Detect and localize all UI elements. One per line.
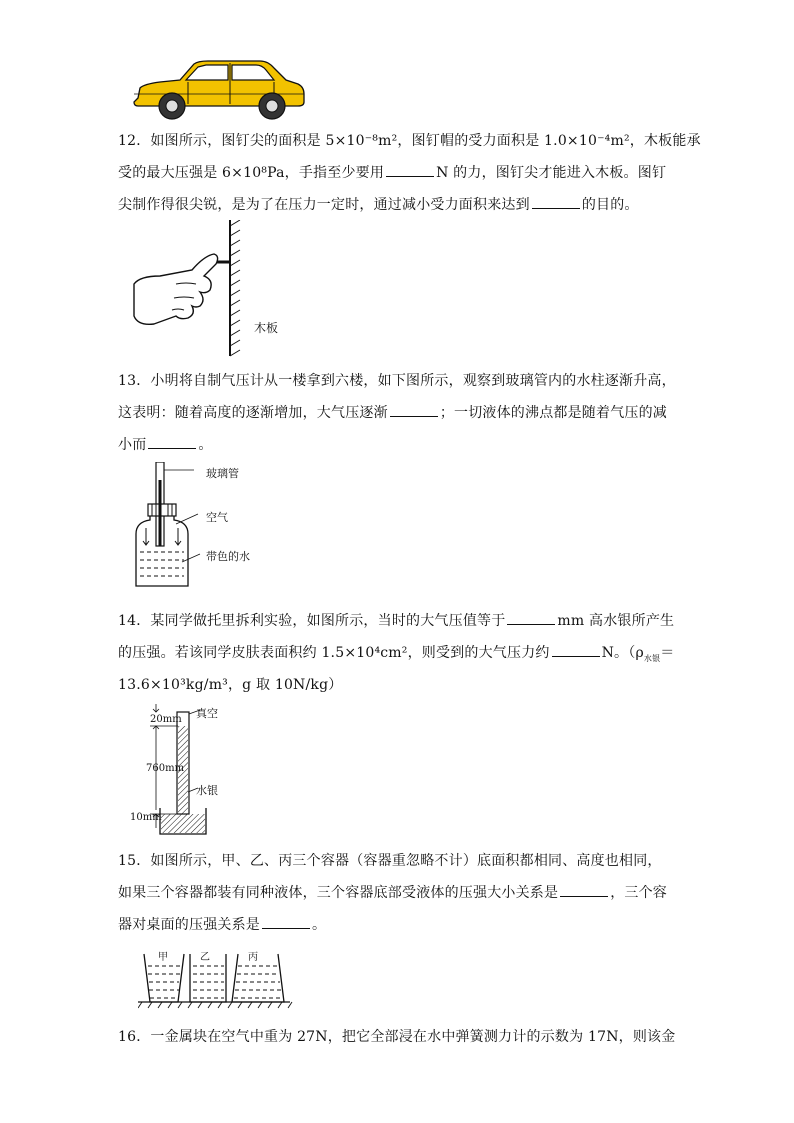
q12-line-2 <box>118 162 666 182</box>
q13-air-label: 空气 <box>206 511 228 524</box>
q13-glass-tube-label: 玻璃管 <box>206 467 239 480</box>
q14-line-2 <box>118 642 675 664</box>
q16-line-1: 16．一金属块在空气中重为 27N，把它全部浸在水中弹簧测力计的示数为 17N，则该金 <box>118 1029 676 1045</box>
q13-line-3-text-b: 。 <box>198 437 213 453</box>
q12-line-1: 12．如图所示，图钉尖的面积是 5×10⁻⁸m²，图钉帽的受力面积是 1.0×10⁻⁴m²，木板能承 <box>118 133 701 149</box>
q13-line-2 <box>118 402 667 422</box>
q14-line-2-text-b: N。（ρ <box>601 645 644 661</box>
q14-line-3: 13.6×10³kg/m³，g 取 10N/kg） <box>118 677 343 693</box>
q14-760mm-label: 760mm <box>146 763 185 774</box>
q13-answer-blank-1[interactable] <box>390 404 438 417</box>
q15-line-2 <box>118 882 667 902</box>
q13-colored-water-label: 带色的水 <box>206 550 250 563</box>
q12-answer-blank-2[interactable] <box>532 196 580 209</box>
q14-line-1 <box>118 610 674 630</box>
q13-line-3-text-a: 小而 <box>118 437 147 453</box>
q13-line-1: 13．小明将自制气压计从一楼拿到六楼，如下图所示，观察到玻璃管内的水柱逐渐升高， <box>118 373 676 389</box>
q13-line-2-text-b: ；一切液体的沸点都是随着气压的减 <box>439 405 668 421</box>
q14-10mm-label: 10mm <box>130 812 162 823</box>
q12-answer-blank-1[interactable] <box>386 164 434 177</box>
q15-line-3 <box>118 914 326 934</box>
q14-line-1-text-b: mm 高水银所产生 <box>557 613 675 629</box>
q15-line-3-text-b: 。 <box>312 917 327 933</box>
q12-line-3-text-b: 的目的。 <box>581 197 639 213</box>
q15-answer-blank-2[interactable] <box>262 916 310 929</box>
q14-mercury-label: 水银 <box>196 784 218 797</box>
q12-thumbtack-figure <box>130 220 260 360</box>
q15-answer-blank-1[interactable] <box>560 884 608 897</box>
q13-line-3 <box>118 434 213 454</box>
q15-line-3-text-a: 器对桌面的压强关系是 <box>118 917 260 933</box>
q14-vacuum-label: 真空 <box>196 707 218 720</box>
q14-line-2-text-c: ＝ <box>660 645 675 661</box>
q12-line-2-text-a: 受的最大压强是 6×10⁸Pa，手指至少要用 <box>118 165 385 181</box>
q14-line-2-text-a: 的压强。若该同学皮肤表面积约 1.5×10⁴cm²，则受到的大气压力约 <box>118 645 550 661</box>
q12-line-3-text-a: 尖制作得很尖锐，是为了在压力一定时，通过减小受力面积来达到 <box>118 197 530 213</box>
q14-rho-subscript: 水银 <box>643 653 661 663</box>
q15-line-1: 15．如图所示，甲、乙、丙三个容器（容器重忽略不计）底面积都相同、高度也相同， <box>118 853 662 869</box>
q14-answer-blank-1[interactable] <box>507 612 555 625</box>
q14-line-1-text-a: 14．某同学做托里拆利实验，如图所示，当时的大气压值等于 <box>118 613 506 629</box>
q13-barometer-figure <box>132 462 222 590</box>
q14-20mm-label: 20mm <box>150 714 182 725</box>
q15-container-jia-label: 甲 <box>158 952 168 963</box>
car-illustration <box>128 56 308 122</box>
q15-container-yi-label: 乙 <box>200 952 210 963</box>
q15-container-bing-label: 丙 <box>248 952 258 963</box>
q15-line-2-text-a: 如果三个容器都装有同种液体，三个容器底部受液体的压强大小关系是 <box>118 885 559 901</box>
q12-line-2-text-b: N 的力，图钉尖才能进入木板。图钉 <box>436 165 667 181</box>
q12-line-3 <box>118 194 639 214</box>
q13-line-2-text-a: 这表明：随着高度的逐渐增加，大气压逐渐 <box>118 405 388 421</box>
q15-line-2-text-b: ，三个容 <box>610 885 668 901</box>
q14-answer-blank-2[interactable] <box>552 644 600 657</box>
q12-board-label: 木板 <box>254 321 279 335</box>
q13-answer-blank-2[interactable] <box>148 436 196 449</box>
